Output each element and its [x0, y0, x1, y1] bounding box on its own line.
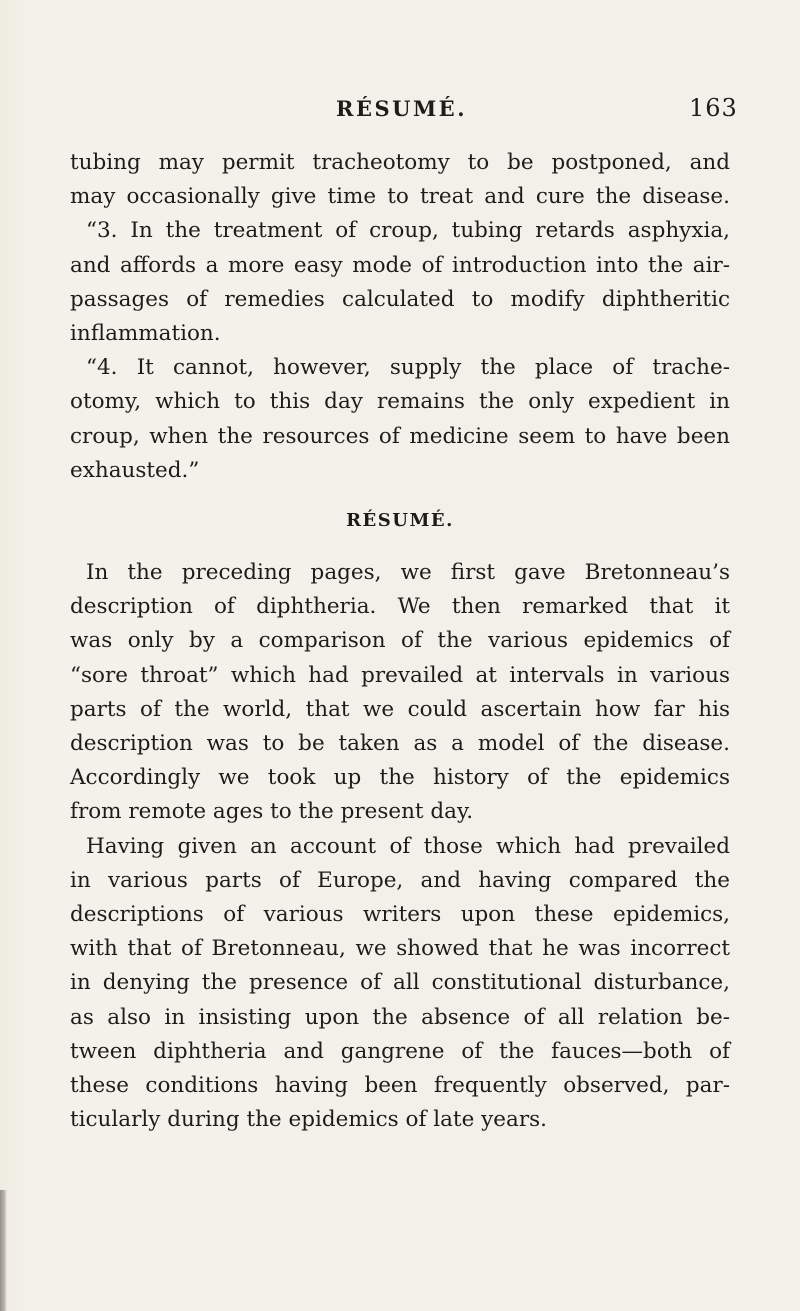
text-line: description of diphtheria. We then remarked that it [70, 594, 730, 620]
text-line: tubing may permit tracheotomy to be postponed, and [70, 150, 730, 175]
text-line: parts of the world, that we could ascertain how far his [70, 696, 730, 722]
text-line: in various parts of Europe, and having compared the [70, 867, 730, 893]
text-line: “4. It cannot, however, supply the place of trache- [86, 355, 730, 381]
text-line: as also in insisting upon the absence of all relation be- [70, 1004, 730, 1030]
text-line: in denying the presence of all constitutional disturbance, [70, 970, 730, 996]
text-line: may occasionally give time to treat and cure the disease. [70, 184, 730, 210]
text-line: was only by a comparison of the various epidemics of [70, 628, 730, 654]
text-line: exhausted.” [70, 457, 200, 483]
text-line: these conditions having been frequently observed, par- [70, 1072, 730, 1098]
page-edge-shadow [0, 1190, 7, 1311]
text-line: Having given an account of those which had prevailed [86, 833, 730, 859]
text-line: from remote ages to the present day. [70, 799, 474, 825]
text-line: inflammation. [70, 320, 221, 346]
text-line: otomy, which to this day remains the only expedient in [70, 389, 730, 415]
body-text [70, 146, 730, 1137]
text-line: “sore throat” which had prevailed at intervals in various [70, 662, 730, 688]
text-line: description was to be taken as a model of the disease. [70, 731, 730, 756]
text-line: “3. In the treatment of croup, tubing retards asphyxia, [86, 218, 730, 244]
section-heading: RÉSUMÉ. [346, 509, 454, 531]
text-line: with that of Bretonneau, we showed that he was incorrect [70, 936, 730, 962]
text-line: descriptions of various writers upon these epidemics, [70, 901, 730, 927]
text-line: ticularly during the epidemics of late years. [70, 1107, 547, 1133]
running-title: RÉSUMÉ. [336, 96, 468, 121]
text-line: croup, when the resources of medicine seem to have been [70, 423, 730, 449]
text-line: In the preceding pages, we first gave Bretonneau’s [86, 560, 730, 586]
text-line: and affords a more easy mode of introduction into the air- [70, 252, 730, 278]
text-line: Accordingly we took up the history of the epidemics [70, 765, 730, 791]
running-header [0, 94, 800, 128]
text-line: passages of remedies calculated to modify diphtheritic [70, 286, 730, 312]
text-line: tween diphtheria and gangrene of the fauces—both of [70, 1038, 730, 1064]
page-number: 163 [689, 94, 738, 122]
